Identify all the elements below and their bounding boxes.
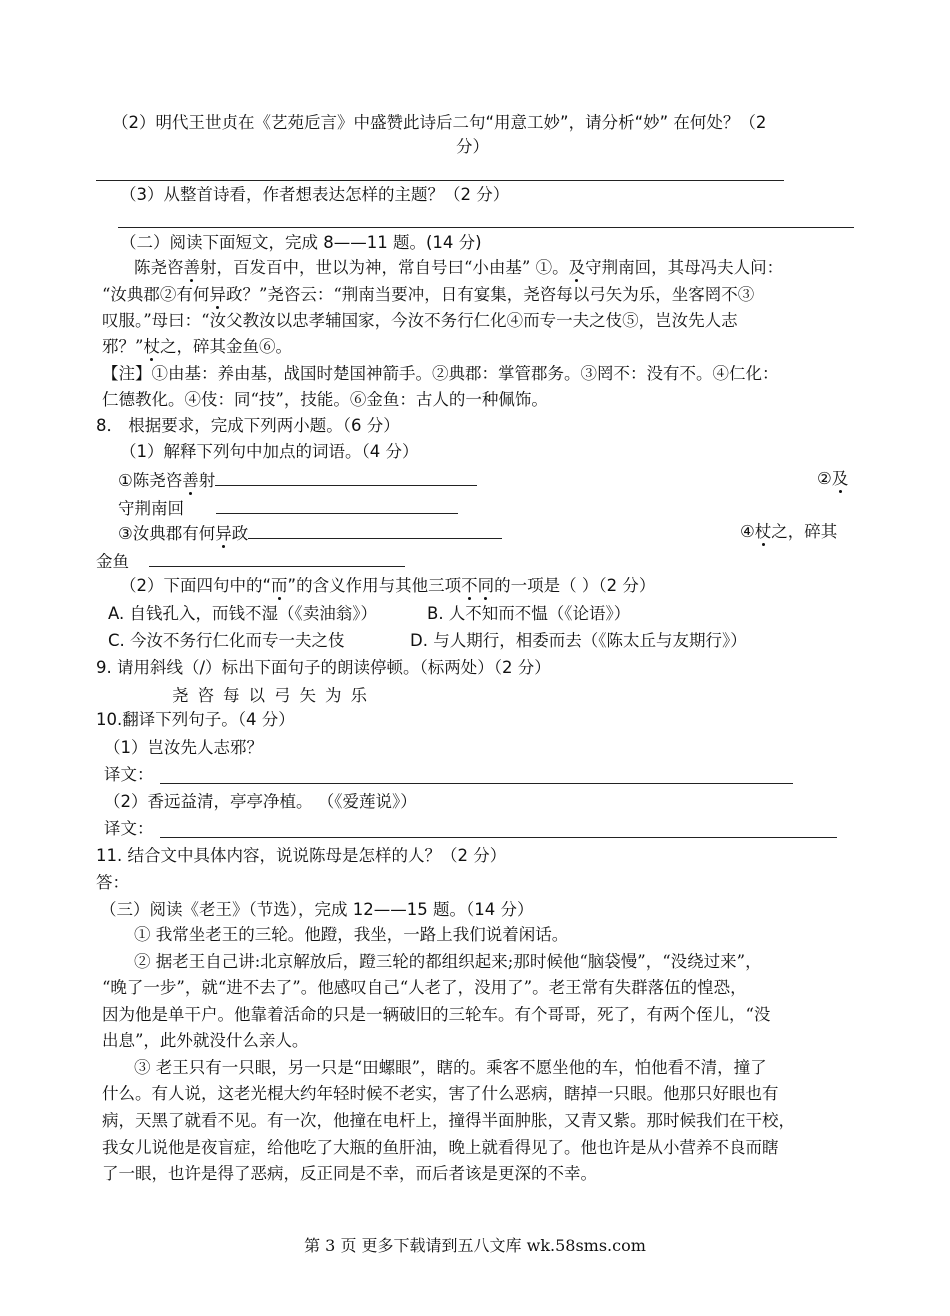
dotted-char: 杖: [143, 337, 160, 356]
dotted-char: 及: [568, 258, 586, 277]
dotted-char: 不: [461, 576, 478, 595]
q8-item-2: ②及: [817, 469, 849, 488]
paragraph-2-line3: 因为他是单干户。他靠着活命的只是一辆破旧的三轮车。有个哥哥，死了，有两个侄儿，“没: [102, 1005, 771, 1024]
paragraph-3-line5: 了一眼，也许是得了恶病，反正同是不幸，而后者该是更深的不幸。: [102, 1164, 597, 1183]
paragraph-1: ① 我常坐老王的三轮。他蹬，我坐，一路上我们说着闲话。: [134, 925, 569, 944]
fill-blank[interactable]: [216, 495, 458, 514]
fill-blank[interactable]: [215, 467, 477, 486]
answer-line: [160, 783, 793, 784]
dotted-char: 善: [182, 471, 199, 490]
answer-label: 答：: [96, 873, 129, 892]
dotted-char: 及: [831, 469, 849, 488]
option-c: C. 今汝不务行仁化而专一夫之伎: [108, 631, 345, 650]
paragraph-3-line1: ③ 老王只有一只眼，另一只是“田螺眼”，瞎的。乘客不愿坐他的车，怕他看不清，撞了: [134, 1058, 767, 1077]
translation-label: 译文：: [104, 819, 154, 838]
passage-line-3: 叹服。”母曰：“汝父教汝以忠孝辅国家，今汝不务行仁化④而专一夫之伎⑤，岂汝先人志: [102, 311, 738, 330]
answer-line: [118, 227, 854, 228]
option-d: D. 与人期行，相委而去（《陈太丘与友期行》）: [410, 631, 747, 650]
section-2-heading: （二）阅读下面短文，完成 8——11 题。(14 分): [120, 233, 482, 252]
q8-item-4: ④杖之，碎其: [740, 522, 838, 541]
passage-line-4: 邪？”杖之，碎其金鱼⑥。: [102, 337, 292, 356]
dotted-char: 而: [271, 576, 288, 595]
notes-line-1: 【注】①由基：养由基，战国时楚国神箭手。②典郡：掌管郡务。③罔不：没有不。④仁化：: [102, 364, 779, 383]
dotted-char: 异: [209, 285, 226, 304]
page-footer: 第 3 页 更多下载请到五八文库 wk.58sms.com: [304, 1236, 646, 1255]
fill-blank[interactable]: [248, 520, 502, 539]
question-9-title: 9. 请用斜线（/）标出下面句子的朗读停顿。（标两处）（2 分）: [96, 658, 551, 677]
dotted-char: 异: [215, 524, 232, 543]
question-10-title: 10.翻译下列句子。（4 分）: [96, 710, 295, 729]
q8-item-1: ①陈尧咨善射: [118, 467, 477, 493]
paragraph-2-line4: 出息”，此外就没什么亲人。: [102, 1031, 309, 1050]
dotted-char: 同: [477, 576, 495, 595]
notes-line-2: 仁德教化。④伎：同“技”，技能。⑥金鱼：古人的一种佩饰。: [102, 390, 548, 409]
option-b: B. 人不知而不愠（《论语》）: [427, 604, 631, 623]
paragraph-3-line3: 病，天黑了就看不见。有一次，他撞在电杆上，撞得半面肿胀，又青又紫。那时候我们在干校，: [102, 1111, 795, 1130]
fill-blank[interactable]: [149, 548, 405, 567]
question-10-sentence-1: （1）岂汝先人志邪？: [104, 738, 263, 757]
question-2-line2: 分）: [456, 137, 489, 156]
answer-line: [160, 837, 837, 838]
question-3: （3）从整首诗看，作者想表达怎样的主题？（2 分）: [120, 185, 510, 204]
q8-item-3: ③汝典郡有何异政: [118, 520, 502, 546]
dotted-char: 善: [183, 258, 200, 277]
question-8-sub1: （1）解释下列句中加点的词语。（4 分）: [120, 442, 419, 461]
option-a: A. 自钱孔入，而钱不湿（《卖油翁》）: [108, 604, 377, 623]
q8-item-4-cont: 金鱼: [96, 548, 405, 574]
paragraph-2-line1: ② 据老王自己讲:北京解放后，蹬三轮的都组织起来;那时候他“脑袋慢”，“没绕过来”，: [134, 952, 762, 971]
question-8-title: 8． 根据要求，完成下列两小题。（6 分）: [96, 416, 400, 435]
section-3-heading: （三）阅读《老王》（节选），完成 12——15 题。（14 分）: [100, 900, 534, 919]
paragraph-3-line2: 什么。有人说，这老光棍大约年轻时候不老实，害了什么恶病，瞎掉一只眼。他那只好眼也有: [102, 1084, 779, 1103]
question-9-sentence: 尧咨每以弓矢为乐: [172, 686, 376, 705]
question-8-sub2: （2）下面四句中的“而”的含义作用与其他三项不同的一项是（ ）（2 分）: [120, 576, 656, 595]
passage-line-1: 陈尧咨善射，百发百中，世以为神，常自号曰“小由基” ①。及守荆南回，其母冯夫人问：: [134, 258, 784, 277]
paragraph-2-line2: “晚了一步”，就“进不去了”。他感叹自己“人老了，没用了”。老王常有失群落伍的惶恐，: [102, 978, 747, 997]
q8-item-2-cont: 守荆南回: [118, 495, 458, 521]
answer-line: [96, 180, 784, 181]
translation-label: 译文：: [104, 765, 154, 784]
question-2-line1: （2）明代王世贞在《艺苑卮言》中盛赞此诗后二句“用意工妙”，请分析“妙” 在何处？（2: [112, 113, 767, 132]
question-11-title: 11. 结合文中具体内容，说说陈母是怎样的人？（2 分）: [96, 846, 507, 865]
dotted-char: 杖: [754, 522, 772, 541]
paragraph-3-line4: 我女儿说他是夜盲症，给他吃了大瓶的鱼肝油，晚上就看得见了。他也许是从小营养不良而瞎: [102, 1138, 779, 1157]
passage-line-2: “汝典郡②有何异政？”尧咨云：“荆南当要冲，日有宴集，尧咨每以弓矢为乐，坐客罔不③: [102, 285, 755, 304]
question-10-sentence-2: （2）香远益清，亭亭净植。 （《爱莲说》）: [104, 792, 417, 811]
